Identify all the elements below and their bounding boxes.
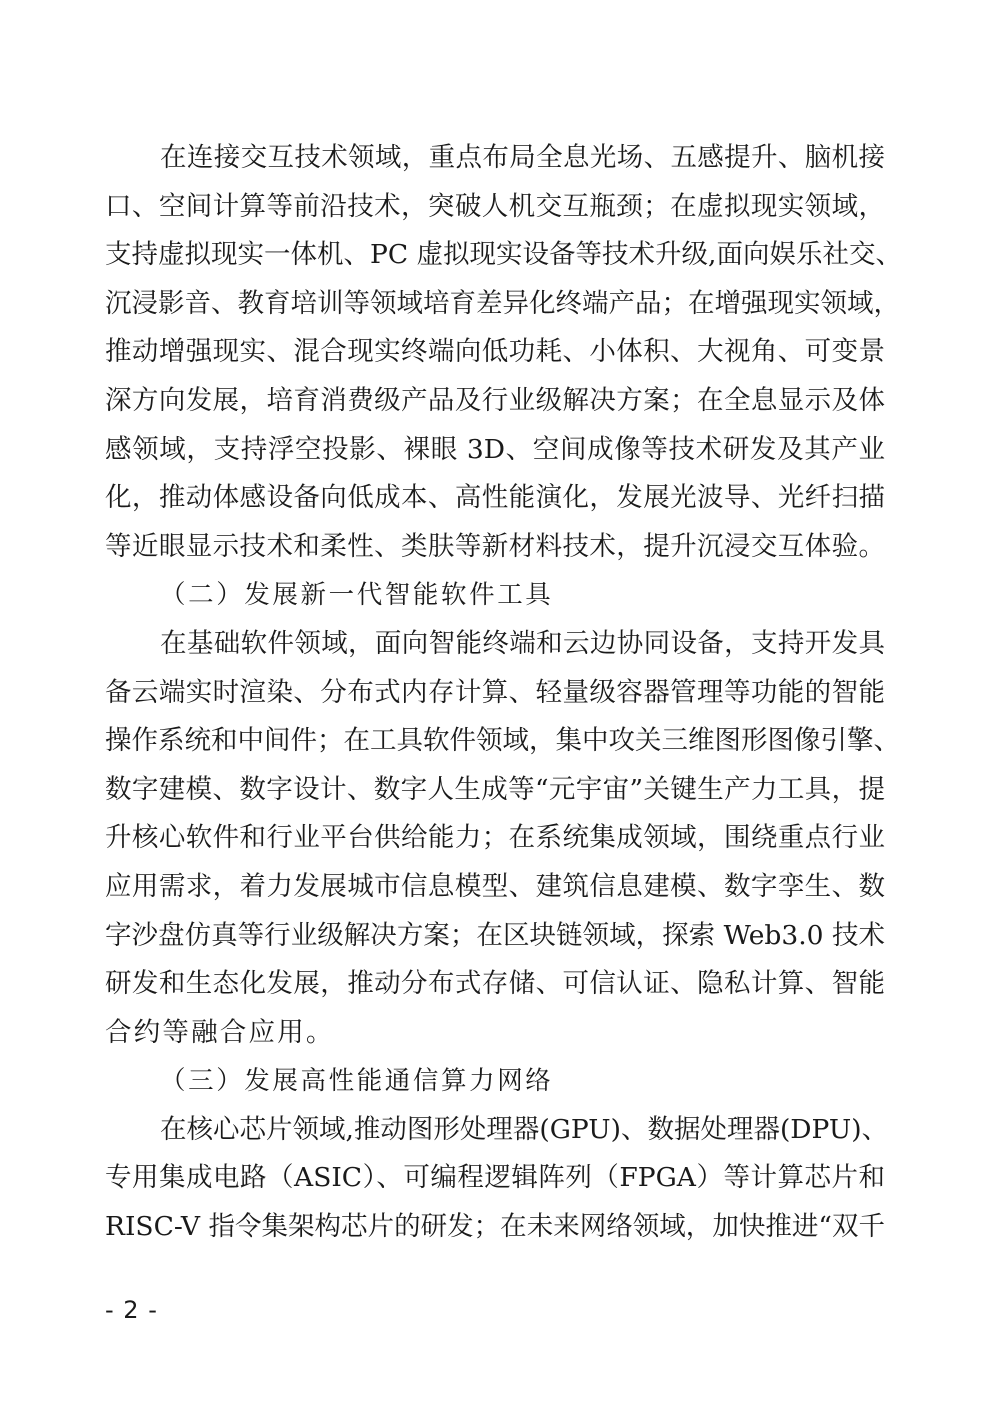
section-heading-2: （二）发展新一代智能软件工具 [160,580,554,611]
paragraph-line: 支持虚拟现实一体机、PC 虚拟现实设备等技术升级,面向娱乐社交、 [105,239,902,271]
page-number: - 2 - [105,1296,158,1324]
paragraph-line: 感领域，支持浮空投影、裸眼 3D、空间成像等技术研发及其产业 [105,433,885,465]
paragraph-line: 应用需求，着力发展城市信息模型、建筑信息建模、数字孪生、数 [105,870,885,902]
paragraph-line: 备云端实时渲染、分布式内存计算、轻量级容器管理等功能的智能 [105,676,885,708]
paragraph-line: 深方向发展，培育消费级产品及行业级解决方案；在全息显示及体 [105,384,885,416]
paragraph-line: 专用集成电路（ASIC）、可编程逻辑阵列（FPGA）等计算芯片和 [105,1162,885,1194]
paragraph-line: 化，推动体感设备向低成本、高性能演化，发展光波导、光纤扫描 [105,482,885,514]
paragraph-line: 推动增强现实、混合现实终端向低功耗、小体积、大视角、可变景 [105,336,885,368]
paragraph-line: 在连接交互技术领域，重点布局全息光场、五感提升、脑机接 [160,142,885,173]
document-body [105,134,902,1252]
paragraph-line: 升核心软件和行业平台供给能力；在系统集成领域，围绕重点行业 [105,822,885,854]
section-heading-3: （三）发展高性能通信算力网络 [160,1066,554,1097]
paragraph-line: 口、空间计算等前沿技术，突破人机交互瓶颈；在虚拟现实领域， [105,190,885,222]
paragraph-line: 在核心芯片领域,推动图形处理器(GPU)、数据处理器(DPU)、 [160,1113,889,1145]
paragraph-line: 沉浸影音、教育培训等领域培育差异化终端产品；在增强现实领域， [105,287,900,319]
paragraph-line: 等近眼显示技术和柔性、类肤等新材料技术，提升沉浸交互体验。 [105,530,885,562]
paragraph-line: RISC-V 指令集架构芯片的研发；在未来网络领域，加快推进“双千 [105,1211,885,1243]
paragraph-line: 字沙盘仿真等行业级解决方案；在区块链领域，探索 Web3.0 技术 [105,919,885,951]
paragraph-line: 合约等融合应用。 [105,1016,335,1048]
paragraph-line: 数字建模、数字设计、数字人生成等“元宇宙”关键生产力工具，提 [105,773,885,805]
paragraph-line: 在基础软件领域，面向智能终端和云边协同设备，支持开发具 [160,627,885,659]
paragraph-line: 操作系统和中间件；在工具软件领域，集中攻关三维图形图像引擎、 [105,725,900,757]
paragraph-line: 研发和生态化发展，推动分布式存储、可信认证、隐私计算、智能 [105,968,885,1000]
